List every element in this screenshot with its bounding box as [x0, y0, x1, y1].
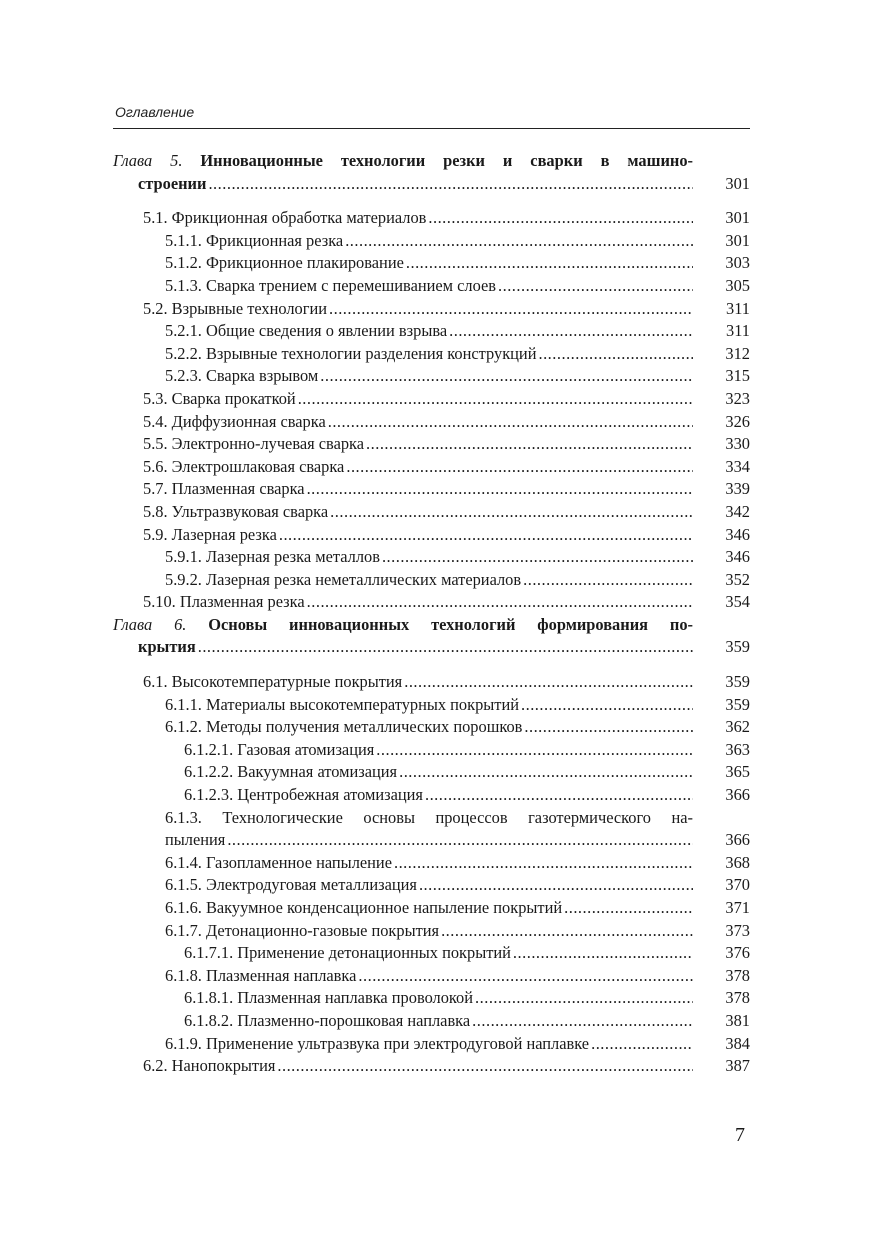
page-number: 362 — [725, 717, 750, 737]
entry-title: 5.8. Ультразвуковая сварка — [143, 501, 329, 521]
entry-title: 6.1.7. Детонационно-газовые покрытия — [165, 920, 440, 940]
entry-title: 6.1.2. Методы получения металлических порошков — [165, 717, 523, 737]
entry-title: 6.1.1. Материалы высокотемпературных покрытий — [165, 694, 520, 714]
entry-title: 5.5. Электронно-лучевая сварка — [143, 434, 365, 454]
page-number: 378 — [725, 965, 750, 985]
page-number: 342 — [725, 501, 750, 521]
entry-title: 5.9.2. Лазерная резка неметаллических материалов — [165, 569, 522, 589]
leader-dots — [591, 1033, 693, 1056]
page-number: 381 — [725, 1010, 750, 1030]
toc-entry-6-1-4[interactable] — [113, 852, 750, 875]
entry-title: 5.9.1. Лазерная резка металлов — [165, 547, 380, 567]
leader-dots — [208, 173, 693, 196]
entry-title: 6.1.3. Технологические основы процессов газотермического на- — [165, 807, 693, 827]
toc-entry-5-8[interactable] — [113, 501, 750, 524]
entry-title: 5.3. Сварка прокаткой — [143, 388, 296, 408]
page-number: 359 — [725, 672, 750, 692]
toc-entry-6-1-7-1[interactable] — [113, 942, 750, 965]
toc-entry-6-1-2-2[interactable] — [113, 761, 750, 784]
page-number: 315 — [725, 366, 750, 386]
header-rule — [113, 128, 750, 129]
entry-title: 5.1.2. Фрикционное плакирование — [165, 253, 404, 273]
page-number: 339 — [725, 479, 750, 499]
toc-entry-5-3[interactable] — [113, 388, 750, 411]
leader-dots — [298, 388, 693, 411]
leader-dots — [404, 671, 693, 694]
toc-entry-6-1-2[interactable] — [113, 716, 750, 739]
entry-title: 5.2.2. Взрывные технологии разделения конструкций — [165, 343, 537, 363]
entry-title: 5.6. Электрошлаковая сварка — [143, 456, 345, 476]
entry-title-continuation: пыления — [165, 830, 226, 850]
toc-entry-6-1-2-1[interactable] — [113, 739, 750, 762]
toc-entry-5-1-2[interactable] — [113, 252, 750, 275]
entry-title: 6.1.8.1. Плазменная наплавка проволокой — [184, 988, 474, 1008]
toc-entry-5-6[interactable] — [113, 456, 750, 479]
chapter-title-continuation: крытия — [138, 637, 196, 657]
leader-dots — [320, 365, 693, 388]
toc-entry-5-2[interactable] — [113, 298, 750, 321]
toc-entry-6-1-2-3[interactable] — [113, 784, 750, 807]
entry-title: 5.7. Плазменная сварка — [143, 479, 305, 499]
page-number: 346 — [725, 547, 750, 567]
leader-dots — [328, 411, 693, 434]
leader-dots — [307, 478, 693, 501]
toc-entry-6-1-8-2[interactable] — [113, 1010, 750, 1033]
page-number: 311 — [726, 298, 750, 318]
toc-entry-6-1-8[interactable] — [113, 965, 750, 988]
page-number: 384 — [725, 1033, 750, 1053]
leader-dots — [449, 320, 693, 343]
leader-dots — [346, 456, 693, 479]
toc-entry-6-1-7[interactable] — [113, 920, 750, 943]
chapter-title-continuation: строении — [138, 173, 207, 193]
toc-entry-6-1-3[interactable] — [113, 807, 750, 852]
entry-title: 6.1.5. Электродуговая металлизация — [165, 875, 417, 895]
entry-title: 6.1.2.2. Вакуумная атомизация — [184, 762, 398, 782]
entry-title: 5.1.1. Фрикционная резка — [165, 230, 344, 250]
leader-dots — [441, 920, 693, 943]
leader-dots — [513, 942, 693, 965]
page-number: 387 — [725, 1056, 750, 1076]
toc-entry-5-2-2[interactable] — [113, 343, 750, 366]
page-folio: 7 — [735, 1124, 745, 1146]
leader-dots — [307, 591, 693, 614]
leader-dots — [277, 1055, 693, 1078]
leader-dots — [399, 761, 693, 784]
chapter-prefix: Глава 6. — [113, 614, 187, 634]
toc-entry-5-2-3[interactable] — [113, 365, 750, 388]
entry-title: 5.9. Лазерная резка — [143, 524, 277, 544]
leader-dots — [538, 343, 693, 366]
leader-dots — [329, 298, 693, 321]
leader-dots — [564, 897, 693, 920]
page-number: 346 — [725, 524, 750, 544]
entry-title: 5.2.1. Общие сведения о явлении взрыва — [165, 321, 448, 341]
entry-title: 5.2. Взрывные технологии — [143, 298, 328, 318]
leader-dots — [419, 874, 693, 897]
entry-title: 6.1. Высокотемпературные покрытия — [143, 672, 403, 692]
page-number: 365 — [725, 762, 750, 782]
page-number: 378 — [725, 988, 750, 1008]
toc-entry-6-1-8-1[interactable] — [113, 987, 750, 1010]
leader-dots — [428, 207, 693, 230]
leader-dots — [521, 694, 693, 717]
toc-entry-5-10[interactable] — [113, 591, 750, 614]
page-number: 301 — [725, 208, 750, 228]
page-number: 330 — [725, 434, 750, 454]
toc-entry-5-9[interactable] — [113, 524, 750, 547]
entry-title: 6.1.9. Применение ультразвука при электродуговой наплавке — [165, 1033, 590, 1053]
chapter-heading — [113, 614, 750, 637]
toc-entry-5-9-2[interactable] — [113, 569, 750, 592]
leader-dots — [523, 569, 693, 592]
entry-title: 6.1.2.3. Центробежная атомизация — [184, 785, 423, 805]
toc-entry-5-7[interactable] — [113, 478, 750, 501]
leader-dots — [279, 524, 693, 547]
page-number: 366 — [725, 785, 750, 805]
entry-title: 6.1.8.2. Плазменно-порошковая наплавка — [184, 1010, 471, 1030]
page-number: 311 — [726, 321, 750, 341]
leader-dots — [198, 636, 693, 659]
leader-dots — [382, 546, 693, 569]
page-number: 363 — [725, 739, 750, 759]
leader-dots — [472, 1010, 693, 1033]
page-number: 334 — [725, 456, 750, 476]
chapter-5 — [113, 150, 750, 195]
entry-title: 6.1.2.1. Газовая атомизация — [184, 739, 375, 759]
table-of-contents — [113, 150, 750, 1078]
leader-dots — [376, 739, 693, 762]
entry-title: 5.4. Диффузионная сварка — [143, 411, 326, 431]
toc-entry-5-1-1[interactable] — [113, 230, 750, 253]
page-number: 326 — [725, 411, 750, 431]
leader-dots — [475, 987, 693, 1010]
leader-dots — [358, 965, 693, 988]
toc-entry-6-2[interactable] — [113, 1055, 750, 1078]
leader-dots — [406, 252, 693, 275]
leader-dots — [227, 829, 693, 852]
chapter-title: Основы инновационных технологий формирования по- — [208, 614, 693, 634]
entry-title: 5.1.3. Сварка трением с перемешиванием слоев — [165, 275, 496, 295]
page-number: 301 — [725, 230, 750, 250]
entry-title: 5.2.3. Сварка взрывом — [165, 366, 319, 386]
page-number: 368 — [725, 852, 750, 872]
leader-dots — [345, 230, 693, 253]
toc-entry-6-1-5[interactable] — [113, 874, 750, 897]
toc-entry-6-1-6[interactable] — [113, 897, 750, 920]
page-number: 303 — [725, 253, 750, 273]
entry-title: 5.1. Фрикционная обработка материалов — [143, 208, 427, 228]
page-number: 352 — [725, 569, 750, 589]
chapter-heading — [113, 150, 750, 173]
page-number: 305 — [725, 275, 750, 295]
chapter-6 — [113, 614, 750, 659]
toc-entry-6-1[interactable] — [113, 671, 750, 694]
page-number: 366 — [725, 830, 750, 850]
toc-entry-5-5[interactable] — [113, 433, 750, 456]
chapter-prefix: Глава 5. — [113, 151, 183, 170]
leader-dots — [366, 433, 693, 456]
page-number: 301 — [725, 173, 750, 193]
running-head: Оглавление — [115, 104, 195, 120]
entry-title: 6.1.8. Плазменная наплавка — [165, 965, 357, 985]
toc-entry-5-4[interactable] — [113, 411, 750, 434]
page-number: 371 — [725, 898, 750, 917]
leader-dots — [498, 275, 693, 298]
leader-dots — [330, 501, 693, 524]
page-number: 312 — [725, 343, 750, 363]
toc-entry-6-1-9[interactable] — [113, 1033, 750, 1056]
page-number: 354 — [725, 592, 750, 612]
toc-entry-5-2-1[interactable] — [113, 320, 750, 343]
leader-dots — [524, 716, 693, 739]
entry-title: 6.1.6. Вакуумное конденсационное напыление покрытий — [165, 898, 563, 917]
leader-dots — [394, 852, 693, 875]
page-number: 359 — [725, 637, 750, 657]
toc-entry-5-1-3[interactable] — [113, 275, 750, 298]
page-number: 323 — [725, 388, 750, 408]
page-number: 359 — [725, 694, 750, 714]
page-number: 370 — [725, 875, 750, 895]
entry-title: 6.2. Нанопокрытия — [143, 1056, 276, 1076]
entry-title: 5.10. Плазменная резка — [143, 592, 305, 612]
page-number: 373 — [725, 920, 750, 940]
toc-entry-5-9-1[interactable] — [113, 546, 750, 569]
toc-entry-5-1[interactable] — [113, 207, 750, 230]
page-number: 376 — [725, 943, 750, 963]
leader-dots — [425, 784, 693, 807]
toc-entry-6-1-1[interactable] — [113, 694, 750, 717]
chapter-title: Инновационные технологии резки и сварки в машино- — [200, 151, 693, 170]
entry-title: 6.1.4. Газопламенное напыление — [165, 852, 392, 872]
entry-title: 6.1.7.1. Применение детонационных покрытий — [184, 943, 511, 963]
